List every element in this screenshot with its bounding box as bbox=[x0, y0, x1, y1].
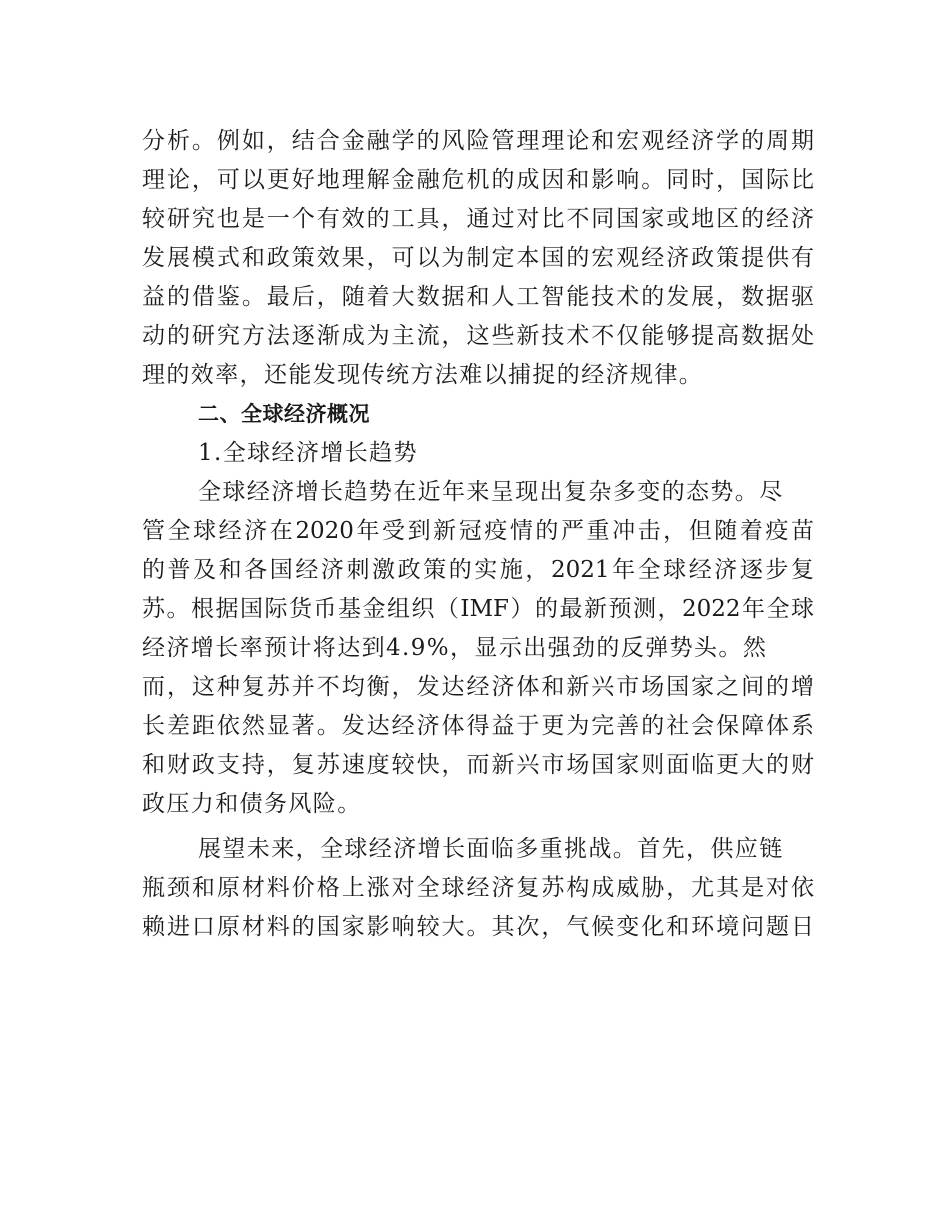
paragraph-trend bbox=[142, 473, 814, 824]
text-line: 苏。根据国际货币基金组织（IMF）的最新预测，2022年全球 bbox=[142, 596, 814, 622]
text-line: 全球经济增长趋势在近年来呈现出复杂多变的态势。尽 bbox=[198, 479, 784, 505]
text-line: 长差距依然显著。发达经济体得益于更为完善的社会保障体系 bbox=[142, 713, 814, 739]
text-line: 的普及和各国经济刺激政策的实施，2021年全球经济逐步复 bbox=[142, 557, 814, 583]
text-line: 经济增长率预计将达到4.9%，显示出强劲的反弹势头。然 bbox=[142, 635, 768, 661]
text-line: 益的借鉴。最后，随着大数据和人工智能技术的发展，数据驱 bbox=[142, 284, 814, 310]
text-line: 展望未来，全球经济增长面临多重挑战。首先，供应链 bbox=[198, 836, 784, 862]
text-line: 管全球经济在2020年受到新冠疫情的严重冲击，但随着疫苗 bbox=[142, 518, 814, 544]
page-content bbox=[142, 122, 814, 947]
text-line: 和财政支持，复苏速度较快，而新兴市场国家则面临更大的财 bbox=[142, 752, 814, 778]
text-line: 政压力和债务风险。 bbox=[142, 791, 362, 817]
text-line: 理论，可以更好地理解金融危机的成因和影响。同时，国际比 bbox=[142, 167, 814, 193]
text-line: 动的研究方法逐渐成为主流，这些新技术不仅能够提高数据处 bbox=[142, 323, 814, 349]
text-line: 分析。例如，结合金融学的风险管理理论和宏观经济学的周期 bbox=[142, 128, 814, 154]
text-line: 理的效率，还能发现传统方法难以捕捉的经济规律。 bbox=[142, 362, 704, 388]
subsection-heading: 1.全球经济增长趋势 bbox=[198, 440, 418, 466]
text-line: 瓶颈和原材料价格上涨对全球经济复苏构成威胁，尤其是对依 bbox=[142, 875, 814, 901]
paragraph-intro bbox=[142, 122, 814, 395]
text-line: 而，这种复苏并不均衡，发达经济体和新兴市场国家之间的增 bbox=[142, 674, 814, 700]
text-line: 较研究也是一个有效的工具，通过对比不同国家或地区的经济 bbox=[142, 206, 814, 232]
text-line: 发展模式和政策效果，可以为制定本国的宏观经济政策提供有 bbox=[142, 245, 814, 271]
text-line: 赖进口原材料的国家影响较大。其次，气候变化和环境问题日 bbox=[142, 914, 814, 940]
paragraph-outlook bbox=[142, 830, 814, 947]
section-heading: 二、全球经济概况 bbox=[198, 402, 370, 426]
